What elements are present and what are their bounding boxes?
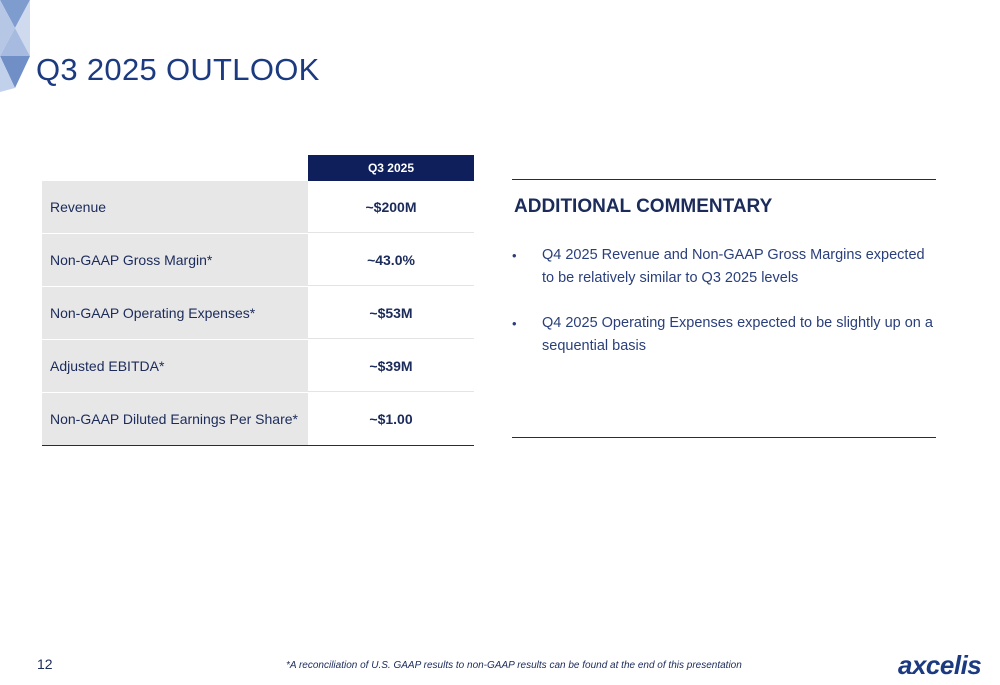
bullet-icon: • <box>512 316 517 331</box>
row-label: Revenue <box>42 181 308 233</box>
row-label: Non-GAAP Diluted Earnings Per Share* <box>42 393 308 445</box>
row-value: ~$53M <box>308 287 474 339</box>
commentary-bullet <box>512 312 936 358</box>
page-title: Q3 2025 OUTLOOK <box>36 52 320 87</box>
table-row <box>42 181 474 233</box>
table-row <box>42 286 474 339</box>
row-label: Non-GAAP Gross Margin* <box>42 234 308 286</box>
row-value: ~$39M <box>308 340 474 392</box>
table-row <box>42 339 474 392</box>
row-value: ~$1.00 <box>308 393 474 445</box>
table-row <box>42 233 474 286</box>
commentary-bullet <box>512 244 936 290</box>
bullet-text: Q4 2025 Revenue and Non-GAAP Gross Margins expected to be relatively similar to Q3 2025 levels <box>542 247 925 286</box>
row-label: Adjusted EBITDA* <box>42 340 308 392</box>
outlook-table <box>42 181 474 446</box>
page-number: 12 <box>37 656 53 672</box>
row-label: Non-GAAP Operating Expenses* <box>42 287 308 339</box>
bullet-text: Q4 2025 Operating Expenses expected to be slightly up on a sequential basis <box>542 315 933 354</box>
commentary-title: ADDITIONAL COMMENTARY <box>514 196 773 217</box>
additional-commentary-panel <box>512 179 936 438</box>
corner-triangles-decoration <box>0 0 30 92</box>
row-value: ~43.0% <box>308 234 474 286</box>
row-value: ~$200M <box>308 181 474 233</box>
footnote: *A reconciliation of U.S. GAAP results to non-GAAP results can be found at the end of this presentation <box>286 660 742 671</box>
axcelis-logo: axcelis <box>898 650 982 680</box>
table-column-header: Q3 2025 <box>308 155 474 181</box>
table-row <box>42 392 474 445</box>
commentary-bullet-list <box>512 244 936 358</box>
bullet-icon: • <box>512 248 517 263</box>
